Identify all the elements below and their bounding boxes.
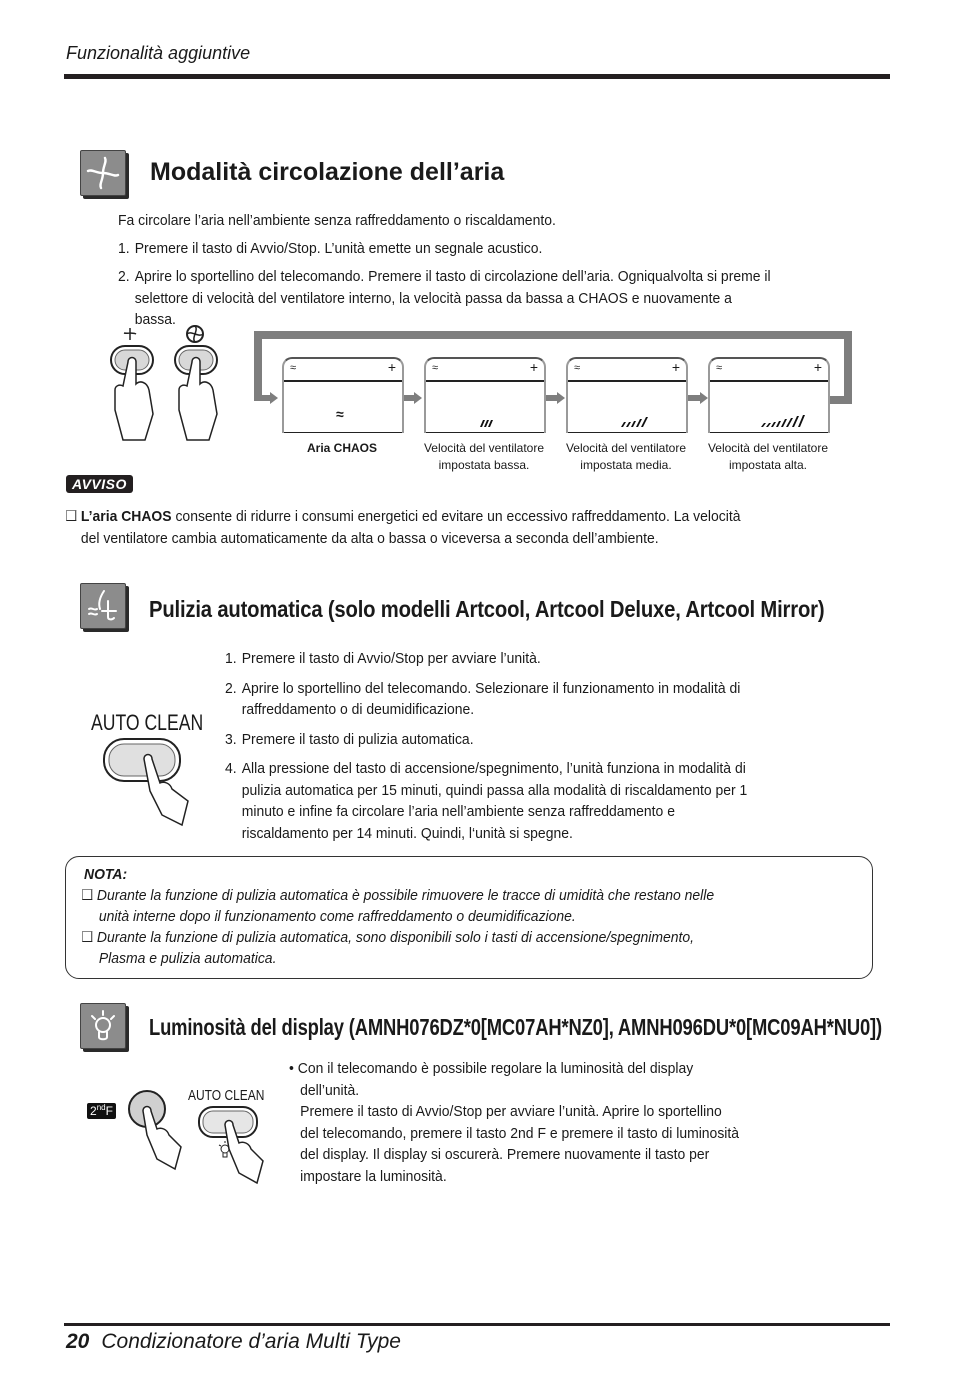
light-bulb-icon <box>80 1003 126 1049</box>
cycle-loop-line <box>254 331 262 401</box>
notice-text <box>66 506 791 549</box>
badge-text: nd <box>96 1103 106 1112</box>
bullet-icon: • <box>289 1060 294 1077</box>
step-3 <box>225 729 747 751</box>
caption-line: impostata alta. <box>728 458 808 472</box>
checkbox-bullet-icon <box>82 889 92 900</box>
caption-line: Velocità del ventilatore <box>565 441 687 455</box>
second-f-badge <box>87 1102 116 1120</box>
step-text: pulizia automatica per 15 minuti, quindi passa alla modalità di riscaldamento per 1 <box>241 781 748 799</box>
checkbox-bullet-icon <box>82 931 92 942</box>
caption-line: impostata media. <box>580 458 672 472</box>
step-1 <box>225 648 747 670</box>
auto-clean-steps <box>225 648 787 844</box>
notice-lead: L’aria CHAOS <box>80 508 172 525</box>
lcd-display-low <box>424 357 546 433</box>
notice-line: del ventilatore cambia automaticamente da alta o bassa o viceversa a seconda dell’ambiente. <box>80 529 659 547</box>
section-title-auto-clean: Pulizia automatica (solo modelli Artcool, Artcool Deluxe, Artcool Mirror) <box>149 596 825 622</box>
step-text: Premere il tasto di Avvio/Stop. L’unità emette un segnale acustico. <box>134 240 543 257</box>
caption-low <box>414 440 554 474</box>
step-text: Premere il tasto di pulizia automatica. <box>241 730 474 748</box>
cycle-loop-line <box>844 331 852 404</box>
caption-high <box>698 440 838 474</box>
arrow-right-icon <box>545 392 565 404</box>
note-item: unità interne dopo il funzionamento come raffreddamento o deumidificazione. <box>98 908 576 925</box>
body-line: dell’unità. <box>300 1081 360 1099</box>
step-2 <box>225 678 787 721</box>
step-number: 2. <box>225 679 237 697</box>
display-brightness-button-illustration[interactable] <box>195 1105 270 1190</box>
fan-icon <box>80 150 126 196</box>
lcd-display-chaos <box>282 357 404 433</box>
note-item: Durante la funzione di pulizia automatica è possibile rimuovere le tracce di umidità che restano nelle <box>96 887 715 904</box>
remote-buttons-illustration <box>105 322 235 452</box>
note-content <box>84 864 762 969</box>
arrow-right-icon <box>402 392 422 404</box>
step-text: Alla pressione del tasto di accensione/spegnimento, l’unità funziona in modalità di <box>241 760 746 777</box>
lcd-display-medium <box>566 357 688 433</box>
second-f-button-illustration[interactable] <box>125 1087 185 1177</box>
body-line: impostare la luminosità. <box>300 1167 447 1185</box>
step-number: 1. <box>225 650 237 667</box>
body-line: del display. Il display si oscurerà. Premere nuovamente il tasto per <box>300 1146 710 1163</box>
footer <box>66 1330 401 1354</box>
step-number: 2. <box>118 268 130 285</box>
running-head: Funzionalità aggiuntive <box>66 43 251 63</box>
step-text: Aprire lo sportellino del telecomando. Selezionare il funzionamento in modalità di <box>241 679 741 697</box>
step-text: selettore di velocità del ventilatore interno, la velocità passa da bassa a CHAOS e nuovamente a <box>134 289 732 307</box>
header-rule <box>64 74 890 79</box>
arrow-right-icon <box>258 392 278 404</box>
step-number: 4. <box>225 760 237 777</box>
step-text: Aprire lo sportellino del telecomando. Premere il tasto di circolazione dell’aria. Ogniqualvolta si preme il <box>134 268 771 285</box>
step-text: bassa. <box>134 311 176 328</box>
step-4 <box>225 758 787 844</box>
cycle-loop-line <box>254 331 852 339</box>
step-number: 3. <box>225 730 237 748</box>
notice-line: consente di ridurre i consumi energetici ed evitare un eccessivo raffreddamento. La velocità <box>171 508 741 525</box>
auto-clean-button-illustration[interactable] <box>100 735 200 835</box>
step-text: raffreddamento o di deumidificazione. <box>241 701 475 718</box>
display-brightness-text <box>289 1058 773 1187</box>
auto-clean-label-small: AUTO CLEAN <box>188 1087 265 1104</box>
step-1 <box>118 238 542 260</box>
checkbox-bullet-icon <box>66 510 76 521</box>
signal-icon: ≈ <box>290 362 297 374</box>
intro-text: Fa circolare l’aria nell’ambiente senza raffreddamento o riscaldamento. <box>118 212 556 229</box>
fan-speed-medium-icon <box>620 417 650 427</box>
footer-title: Condizionatore d’aria Multi Type <box>101 1330 401 1353</box>
section-title-display-brightness: Luminosità del display (AMNH076DZ*0[MC07AH*NZ0], AMNH096DU*0[MC09AH*NU0]) <box>149 1014 882 1040</box>
step-text: Premere il tasto di Avvio/Stop per avviare l’unità. <box>241 650 541 667</box>
cycle-loop-line <box>830 396 852 404</box>
badge-text: F <box>105 1104 113 1118</box>
arrow-right-icon <box>688 392 708 404</box>
body-line: del telecomando, premere il tasto 2nd F e premere il tasto di luminosità <box>300 1124 740 1142</box>
caption-medium <box>556 440 696 474</box>
auto-clean-label: AUTO CLEAN <box>91 710 204 735</box>
caption-line: impostata bassa. <box>438 458 530 472</box>
step-text: minuto e infine fa circolare l’aria nell’ambiente senza raffreddamento e <box>241 803 675 820</box>
chaos-wave-icon: ≈ <box>336 406 344 422</box>
section-title-air-circulation: Modalità circolazione dell’aria <box>150 158 505 186</box>
fan-small-icon <box>124 328 136 340</box>
step-number: 1. <box>118 240 130 257</box>
page-number: 20 <box>66 1330 90 1353</box>
note-title: NOTA: <box>84 866 128 883</box>
step-text: riscaldamento per 14 minuti. Quindi, l‘unità si spegne. <box>241 824 573 842</box>
fan-circle-icon <box>187 326 203 342</box>
footer-rule <box>64 1323 890 1326</box>
note-item: Durante la funzione di pulizia automatica, sono disponibili solo i tasti di accensione/spegnimento, <box>96 929 694 946</box>
caption-line: Velocità del ventilatore <box>423 441 545 455</box>
note-item: Plasma e pulizia automatica. <box>98 950 277 967</box>
fan-icon: + <box>387 359 396 375</box>
auto-clean-icon <box>80 583 126 629</box>
fan-icon: + <box>813 359 822 375</box>
fan-icon: + <box>529 359 538 375</box>
step-2 <box>118 266 820 331</box>
body-line: Premere il tasto di Avvio/Stop per avviare l’unità. Aprire lo sportellino <box>300 1103 722 1120</box>
badge-text: 2 <box>90 1104 97 1118</box>
signal-icon: ≈ <box>432 362 439 374</box>
fan-icon: + <box>671 359 680 375</box>
body-line: Con il telecomando è possibile regolare la luminosità del display <box>297 1060 694 1077</box>
caption-line: Velocità del ventilatore <box>707 441 829 455</box>
fan-speed-low-icon <box>478 419 494 427</box>
fan-speed-high-icon <box>760 415 808 427</box>
signal-icon: ≈ <box>574 362 581 374</box>
caption-chaos: Aria CHAOS <box>306 441 377 455</box>
notice-badge: AVVISO <box>66 475 133 493</box>
lcd-display-high <box>708 357 830 433</box>
signal-icon: ≈ <box>716 362 723 374</box>
